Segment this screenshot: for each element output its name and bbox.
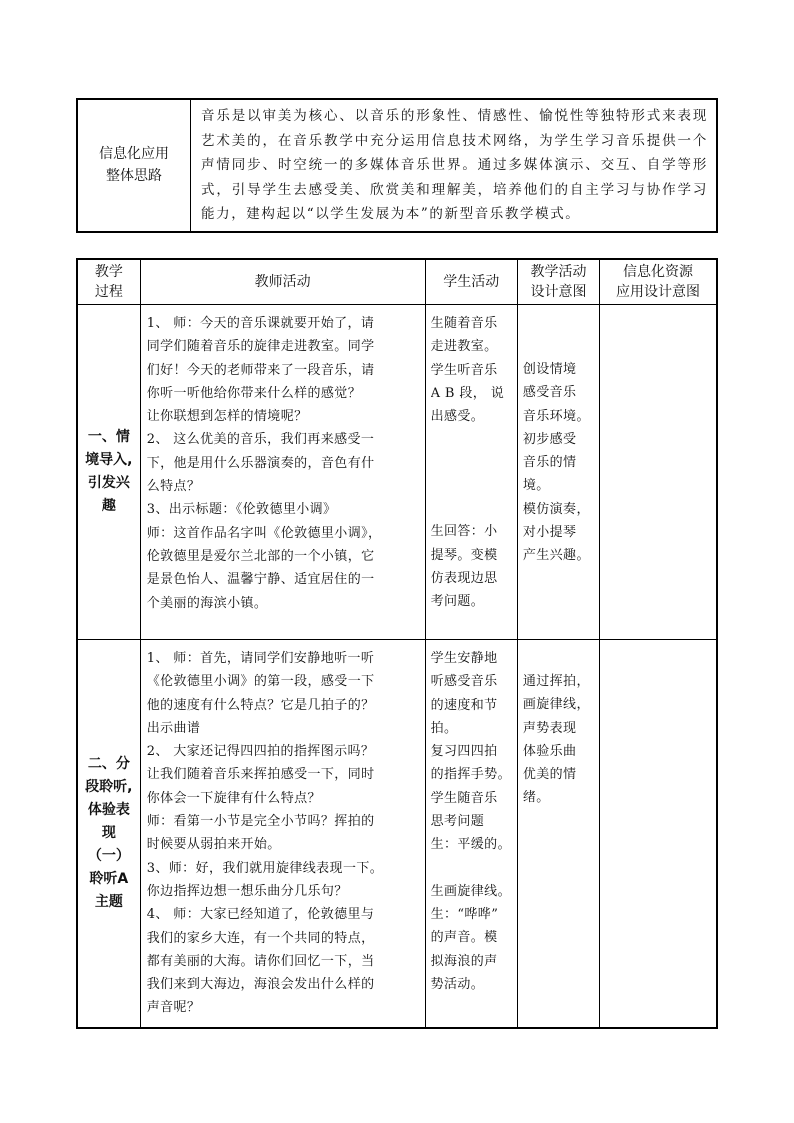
design-intent-cell: 通过挥拍， 画旋律线， 声势表现 体验乐曲 优美的情 绪。 bbox=[517, 640, 599, 1028]
info-resource-cell bbox=[600, 640, 717, 1028]
design-intent-cell: 创设情境 感受音乐 音乐环境。 初步感受 音乐的情 境。 模仿演奏， 对小提琴 产生兴趣。 bbox=[517, 305, 599, 640]
info-resource-cell bbox=[600, 305, 717, 640]
header-teacher: 教师活动 bbox=[140, 259, 425, 305]
header-process: 教学 过程 bbox=[77, 259, 140, 305]
student-activity-cell: 学生安静地 听感受音乐 的速度和节 拍。 复习四四拍 的指挥手势。 学生随音乐 思考问题 生：平缓的。 生画旋律线。 生：“哗哗” 的声音。模 拟海浪的声 势活动。 bbox=[425, 640, 517, 1028]
header-info: 信息化资源 应用设计意图 bbox=[600, 259, 717, 305]
student-activity-cell: 生随着音乐 走进教室。 学生听音乐 A B 段， 说 出感受。 生回答：小 提琴。变模 仿表现边思 考问题。 bbox=[425, 305, 517, 640]
overview-label-line2: 整体思路 bbox=[106, 168, 162, 185]
process-table bbox=[76, 258, 718, 1029]
overview-label bbox=[77, 99, 191, 232]
overview-label-line1: 信息化应用 bbox=[99, 146, 169, 163]
header-intent: 教学活动 设计意图 bbox=[517, 259, 599, 305]
header-row bbox=[77, 259, 717, 305]
overview-table bbox=[76, 98, 718, 233]
header-student: 学生活动 bbox=[425, 259, 517, 305]
stage-cell: 二、分 段聆听, 体验表 现 （一） 聆听A 主题 bbox=[77, 640, 140, 1028]
table-row bbox=[77, 640, 717, 1028]
teacher-activity-cell: 1、 师：今天的音乐课就要开始了，请 同学们随着音乐的旋律走进教室。同学 们好！今天的老师带来了一段音乐，请 你听一听他给你带来什么样的感觉？ 让你联想到怎样的情境呢？ 2、 这么优美的音乐，我们再来感受一 下，他是用什么乐器演奏的，音色有什 么特点？ 3、出示标题：《伦敦德里小调》 师：这首作品名字叫《伦敦德里小调》， 伦敦德里是爱尔兰北部的一个小镇，它 是景色怡人、温馨宁静、适宜居住的一 个美丽的海滨小镇。 bbox=[140, 305, 425, 640]
teacher-activity-cell: 1、 师：首先，请同学们安静地听一听 《伦敦德里小调》的第一段，感受一下 他的速度有什么特点？它是几拍子的？ 出示曲谱 2、 大家还记得四四拍的指挥图示吗？ 让我们随着音乐来挥拍感受一下，同时 你体会一下旋律有什么特点？ 师：看第一小节是完全小节吗？挥拍的 时候要从弱拍来开始。 3、师：好，我们就用旋律线表现一下。 你边指挥边想一想乐曲分几乐句？ 4、 师：大家已经知道了，伦敦德里与 我们的家乡大连，有一个共同的特点， 都有美丽的大海。请你们回忆一下，当 我们来到大海边，海浪会发出什么样的 声音呢？ bbox=[140, 640, 425, 1028]
overview-text: 音乐是以审美为核心、以音乐的形象性、情感性、愉悦性等独特形式来表现艺术美的，在音乐教学中充分运用信息技术网络，为学生学习音乐提供一个声情同步、时空统一的多媒体音乐世界。通过多媒体演示、交互、自学等形式，引导学生去感受美、欣赏美和理解美，培养他们的自主学习与协作学习能力，建构起以“以学生发展为本”的新型音乐教学模式。 bbox=[191, 99, 718, 232]
stage-cell: 一、情 境导入, 引发兴 趣 bbox=[77, 305, 140, 640]
table-row bbox=[77, 305, 717, 640]
